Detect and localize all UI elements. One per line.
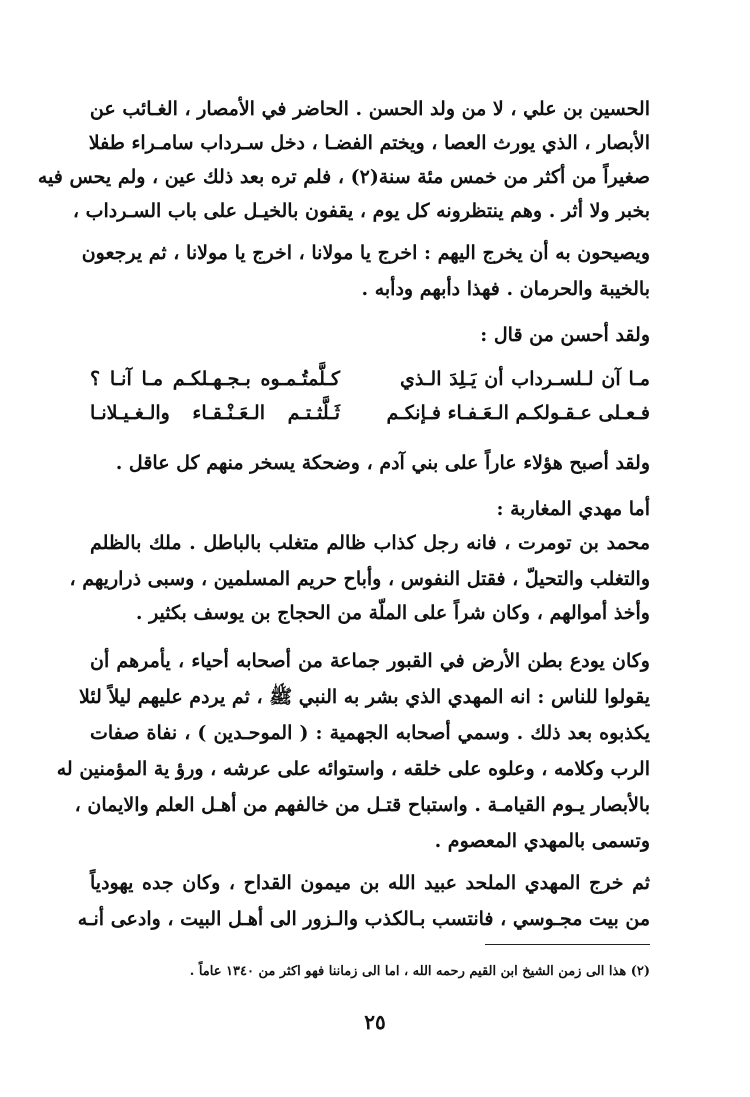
paragraph-4-line-1: وكان يودع بطن الأرض في القبور جماعة من أصحابه أحياء ، يأمرهم أن	[90, 650, 650, 672]
poem-intro: ولقد أحسن من قال :	[480, 324, 650, 346]
paragraph-5-line-1: ثم خرج المهدي الملحد عبيد الله بن ميمون القداح ، وكان جده يهودياً	[90, 872, 650, 894]
poem-verse-1	[90, 362, 650, 396]
paragraph-4-line-6: وتسمى بالمهدي المعصوم .	[434, 830, 650, 852]
paragraph-4-line-5: بالأبصار يـوم القيامـة . واستباح قتـل من خالفهم من أهـل العلم والايمان ،	[74, 794, 650, 816]
footnote-divider	[485, 944, 650, 945]
paragraph-3-line-2: والتغلب والتحيلّ ، فقتل النفوس ، وأباح حريم المسلمين ، وسبى ذراريهم ،	[69, 568, 650, 590]
paragraph-1-line-6: بالخيبة والحرمان . فهذا دأبهم ودأبه .	[361, 278, 650, 300]
paragraph-1-line-1: الحسين بن علي ، لا من ولد الحسن . الحاضر في الأمصار ، الغـائب عن	[89, 98, 650, 120]
paragraph-3-line-3: وأخذ أموالهم ، وكان شراً على الملّة من الحجاج بن يوسف بكثير .	[135, 602, 650, 624]
paragraph-5-line-2: من بيت مجـوسي ، فانتسب بـالكذب والـزور الى أهـل البيت ، وادعى أنـه	[77, 908, 650, 930]
poem-verse-1-first-hemistich: مـا آن لـلسـرداب أن يَـلِدَ الـذي	[400, 368, 650, 390]
poem-verse-2-first-hemistich: فـعـلى عـقـولكـم الـعَـفـاء فـإنكـم	[386, 402, 650, 424]
paragraph-4-line-4: الرب وكلامه ، وعلوه على خلقه ، واستوائه على عرشه ، ورؤ ية المؤمنين له	[56, 758, 650, 780]
paragraph-1-line-2: الأبصار ، الذي يورث العصا ، ويختم الفضـا ، دخل سـرداب سامـراء طفلا	[88, 132, 650, 154]
paragraph-1-line-3: صغيراً من أكثر من خمس مئة سنة(٢) ، فلم تره بعد ذلك عين ، ولم يحس فيه	[37, 166, 650, 188]
footnote: (٢) هذا الى زمن الشيخ ابن القيم رحمه الله ، اما الى زماننا فهو اكثر من ١٣٤٠ عاماً .	[189, 964, 650, 979]
paragraph-4-line-2: يقولوا للناس : انه المهدي الذي بشر به النبي ﷺ ، ثم يردم عليهم ليلاً لئلا	[78, 686, 650, 708]
poem-verse-1-second-hemistich: كـلَّمتُـمـوه بـجـهـلكـم مـا آنـا ؟	[90, 368, 340, 390]
paragraph-4-line-3: يكذبوه بعد ذلك . وسمي أصحابه الجهمية : ( الموحـدين ) ، نفاة صفات	[90, 722, 650, 744]
paragraph-1-line-5: ويصيحون به أن يخرج اليهم : اخرج يا مولانا ، اخرج يا مولانا ، ثم يرجعون	[81, 242, 650, 264]
paragraph-1-line-4: بخبر ولا أثر . وهم ينتظرونه كل يوم ، يقفون بالخيـل على باب السـرداب ،	[72, 200, 650, 222]
paragraph-2: ولقد أصبح هؤلاء عاراً على بني آدم ، وضحكة يسخر منهم كل عاقل .	[115, 452, 650, 474]
page-number: ٢٥	[364, 1010, 386, 1034]
poem-verse-2-second-hemistich: ثَـلَّثـتـم الـعَـنْـقـاء والـغـيـلانـا	[90, 402, 340, 424]
paragraph-3-line-1: محمد بن تومرت ، فانه رجل كذاب ظالم متغلب بالباطل . ملك بالظلم	[90, 532, 650, 554]
poem-verse-2	[90, 396, 650, 430]
section-heading-maghariba: أما مهدي المغاربة :	[496, 498, 650, 520]
